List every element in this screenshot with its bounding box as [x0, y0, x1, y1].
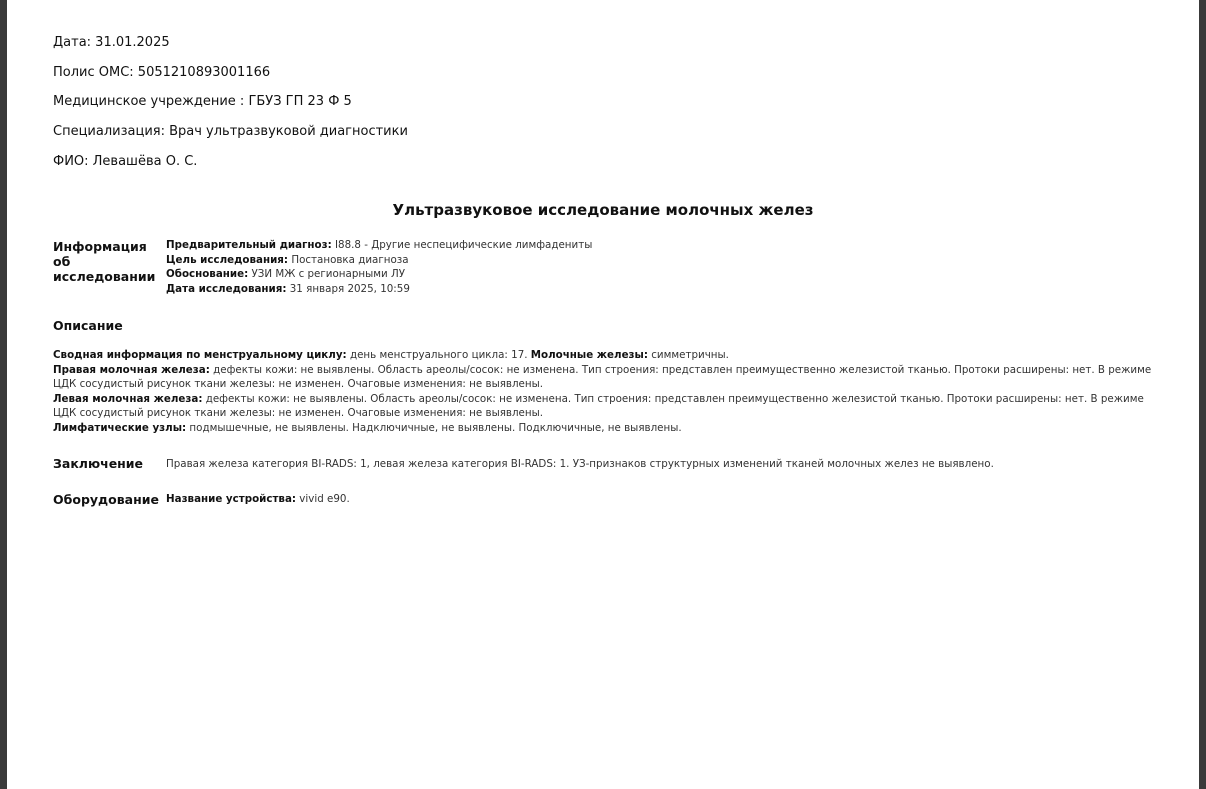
document-title: Ультразвуковое исследование молочных желез: [392, 201, 814, 219]
glands-value: симметричны.: [647, 349, 729, 361]
date-line: Дата: 31.01.2025: [53, 35, 170, 50]
basis-value: УЗИ МЖ с регионарными ЛУ: [248, 268, 405, 280]
prelim-dx-value: I88.8 - Другие неспецифические лимфадениты: [331, 239, 593, 251]
description-block: [53, 348, 1163, 435]
equipment-section-label: Оборудование: [53, 492, 159, 507]
goal-row: [166, 253, 592, 268]
goal-value: Постановка диагноза: [288, 253, 409, 266]
left-gland-label: Левая молочная железа:: [53, 392, 203, 405]
document-page: [7, 0, 1199, 789]
lymph-label: Лимфатические узлы:: [53, 421, 187, 434]
prelim-dx-row: [166, 238, 592, 253]
cycle-value: день менструального цикла: 17.: [346, 349, 531, 361]
right-gland-value: дефекты кожи: не выявлены. Область ареолы/сосок: не изменена. Тип строения: представлен преимущественно железистой тканью. Протоки расширены: нет. В режиме ЦДК сосудистый рисунок ткани железы: не изменен. Очаговые изменения: не выявлены.: [53, 363, 1152, 390]
basis-row: [166, 267, 592, 282]
info-block: [166, 238, 592, 296]
right-gland-label: Правая молочная железа:: [53, 363, 210, 376]
left-gland-paragraph: [53, 392, 1163, 421]
left-gland-value: дефекты кожи: не выявлены. Область ареолы/сосок: не изменена. Тип строения: представлен преимущественно железистой тканью. Протоки расширены: нет. В режиме ЦДК сосудистый рисунок ткани железы: не изменен. Очаговые изменения: не выявлены.: [53, 392, 1144, 419]
lymph-value: подмышечные, не выявлены. Надключичные, не выявлены. Подключичные, не выявлены.: [186, 421, 682, 434]
lymph-paragraph: [53, 421, 1163, 436]
equipment-row: [166, 493, 350, 505]
goal-label: Цель исследования:: [166, 253, 289, 266]
specialization-line: Специализация: Врач ультразвуковой диагностики: [53, 124, 408, 139]
polis-line: Полис ОМС: 5051210893001166: [53, 65, 271, 80]
cycle-label: Сводная информация по менструальному циклу:: [53, 349, 347, 361]
study-date-row: [166, 282, 592, 297]
conclusion-text: Правая железа категория BI-RADS: 1, левая железа категория BI-RADS: 1. УЗ-признаков структурных изменений тканей молочных желез не выявлено.: [166, 458, 994, 470]
description-section-label: Описание: [53, 318, 123, 333]
study-date-label: Дата исследования:: [166, 282, 287, 295]
conclusion-section-label: Заключение: [53, 456, 144, 471]
device-value: vivid e90.: [296, 493, 350, 505]
device-label: Название устройства:: [166, 493, 297, 505]
cycle-paragraph: [53, 348, 1163, 363]
right-gland-paragraph: [53, 363, 1163, 392]
glands-label: Молочные железы:: [530, 349, 648, 361]
basis-label: Обоснование:: [166, 268, 249, 280]
institution-line: Медицинское учреждение : ГБУЗ ГП 23 Ф 5: [53, 94, 352, 109]
fio-line: ФИО: Левашёва О. С.: [53, 154, 198, 169]
study-date-value: 31 января 2025, 10:59: [286, 282, 410, 295]
info-section-label: Информация об исследовании: [53, 239, 156, 284]
prelim-dx-label: Предварительный диагноз:: [166, 239, 332, 251]
